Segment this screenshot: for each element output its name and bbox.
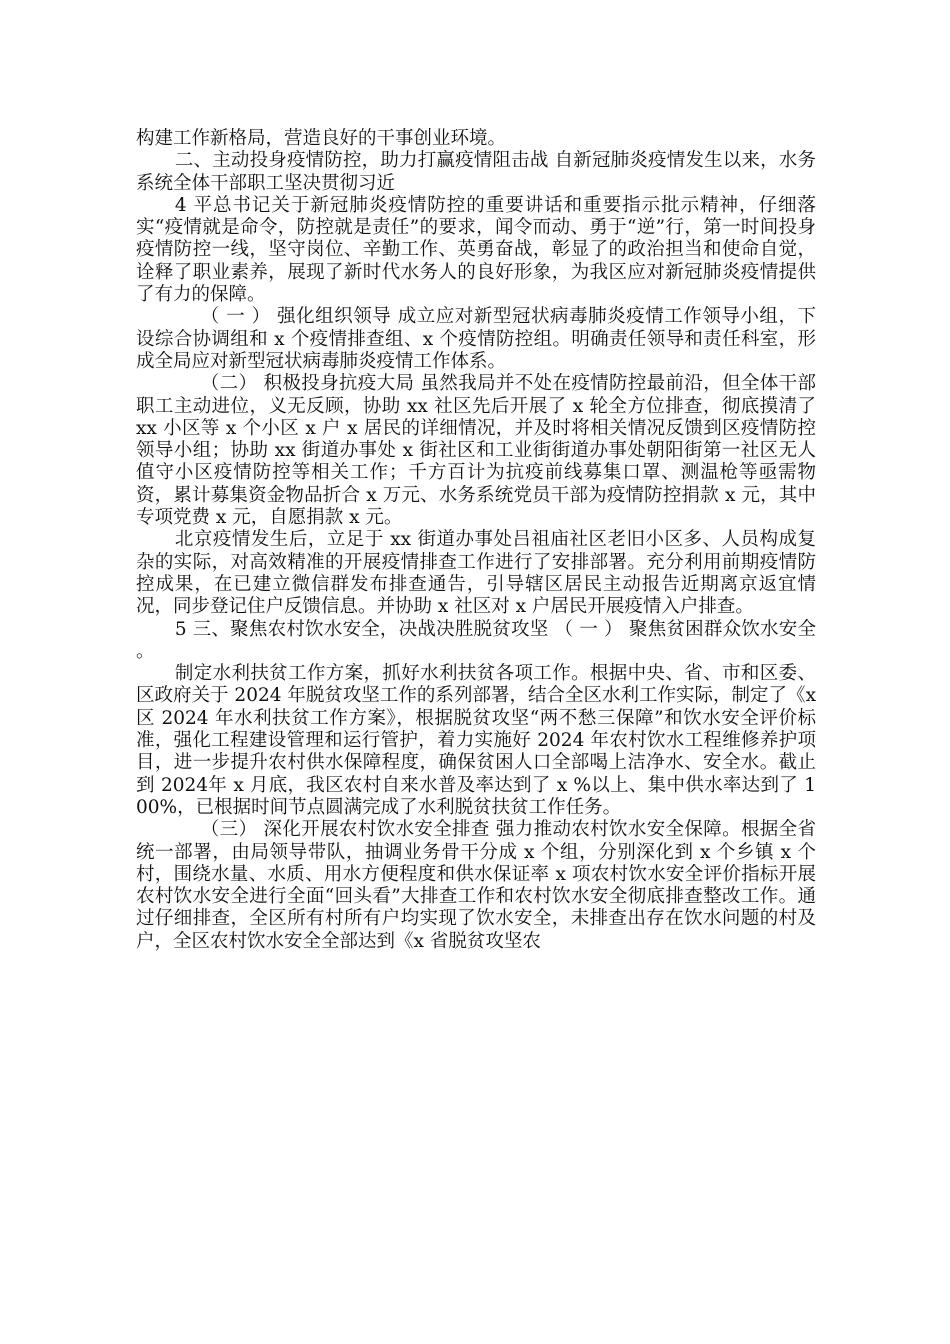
paragraph-8: 制定水利扶贫工作方案，抓好水利扶贫各项工作。根据中央、省、市和区委、区政府关于 2024 年脱贫攻坚工作的系列部署，结合全区水利工作实际，制定了《x 区 2024 年水利扶贫工作方案》，根据脱贫攻坚“两不愁三保障”和饮水安全评价标准，强化工程建设管理和运行管护，着力实施好 2024 年农村饮水工程维修养护项目，进一步提升农村供水保障程度，确保贫困人口全部喝上洁净水、安全水。截止到 2024年 x 月底，我区农村自来水普及率达到了 x %以上、集中供水率达到了 100%，已根据时间节点圆满完成了水利脱贫扶贫工作任务。 xyxy=(136,663,816,818)
document-body xyxy=(136,128,816,953)
paragraph-9-subsection: （三） 深化开展农村饮水安全排查 强力推动农村饮水安全保障。根据全省统一部署，由局领导带队，抽调业务骨干分成 x 个组，分别深化到 x 个乡镇 x 个村，围绕水量、水质、用水方便程度和供水保证率 x 项农村饮水安全评价指标开展农村饮水安全进行全面“回头看”大排查工作和农村饮水安全彻底排查整改工作。通过仔细排查，全区所有村所有户均实现了饮水安全，未排查出存在饮水问题的村及户，全区农村饮水安全全部达到《x 省脱贫攻坚农 xyxy=(136,819,816,952)
paragraph-1: 构建工作新格局，营造良好的干事创业环境。 xyxy=(136,128,507,149)
paragraph-2-section-heading: 二、主动投身疫情防控，助力打赢疫情阻击战 自新冠肺炎疫情发生以来，水务系统全体干部职工坚决贯彻习近 xyxy=(136,150,816,194)
paragraph-4-subsection: （ 一 ） 强化组织领导 成立应对新型冠状病毒肺炎疫情工作领导小组，下设综合协调组和 x 个疫情排查组、x 个疫情防控组。明确责任领导和责任科室，形成全局应对新型冠状病毒肺炎疫情工作体系。 xyxy=(136,306,816,372)
paragraph-6: 北京疫情发生后，立足于 xx 街道办事处吕祖庙社区老旧小区多、人员构成复杂的实际，对高效精准的开展疫情排查工作进行了安排部署。充分利用前期疫情防控成果，在已建立微信群发布排查通告，引导辖区居民主动报告近期离京返宜情况，同步登记住户反馈信息。并协助 x 社区对 x 户居民开展疫情入户排查。 xyxy=(136,529,816,618)
paragraph-7-section-heading: 5 三、聚焦农村饮水安全，决战决胜脱贫攻坚 （ 一 ） 聚焦贫困群众饮水安全 。 xyxy=(136,618,816,662)
paragraph-5-subsection: （二） 积极投身抗疫大局 虽然我局并不处在疫情防控最前沿，但全体干部职工主动进位，义无反顾，协助 xx 社区先后开展了 x 轮全方位排查，彻底摸清了 xx 小区等 x 个小区 x 户 x 居民的详细情况，并及时将相关情况反馈到区疫情防控领导小组；协助 xx 街道办事处 x 街社区和工业街街道办事处朝阳街第一社区无人值守小区疫情防控等相关工作；千方百计为抗疫前线募集口罩、测温枪等亟需物资，累计募集资金物品折合 x 万元、水务系统党员干部为疫情防控捐款 x 元，其中专项党费 x 元，自愿捐款 x 元。 xyxy=(136,373,816,529)
paragraph-3: 4 平总书记关于新冠肺炎疫情防控的重要讲话和重要指示批示精神，仔细落实“疫情就是命令，防控就是责任”的要求，闻令而动、勇于“逆”行，第一时间投身疫情防控一线，坚守岗位、辛勤工作、英勇奋战，彰显了的政治担当和使命自觉，诠释了职业素养，展现了新时代水务人的良好形象，为我区应对新冠肺炎疫情提供了有力的保障。 xyxy=(136,194,816,306)
